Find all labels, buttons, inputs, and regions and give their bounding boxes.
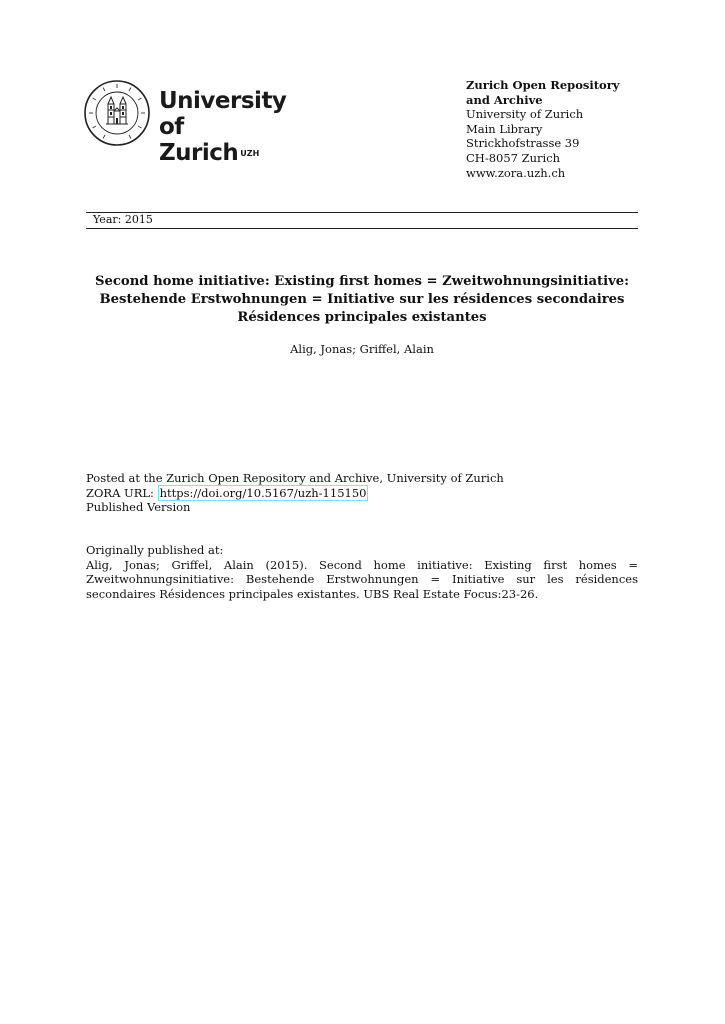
address-line: Strickhofstrasse 39 — [466, 136, 580, 151]
wordmark-line-2 — [159, 140, 304, 166]
university-wordmark — [159, 88, 304, 166]
posted-at-text: Posted at the Zurich Open Repository and Archive, University of Zurich — [86, 471, 504, 485]
original-publication — [86, 543, 638, 601]
university-logo — [84, 80, 304, 166]
repository-name: Zurich Open Repository and Archive — [466, 78, 620, 107]
zora-url-row — [86, 486, 638, 501]
title-line: Résidences principales existantes — [237, 310, 487, 325]
address-line: Main Library — [466, 121, 543, 136]
zora-url-link[interactable]: https://doi.org/10.5167/uzh-115150 — [159, 485, 367, 500]
posting-info — [86, 471, 638, 515]
publication-year: Year: 2015 — [93, 213, 153, 226]
title-line: Bestehende Erstwohnungen = Initiative sur les résidences secondaires — [99, 292, 625, 307]
wordmark-line-1: University of — [159, 88, 287, 140]
zora-url-label: ZORA URL: — [86, 485, 154, 500]
authors: Alig, Jonas; Griffel, Alain — [290, 342, 434, 356]
university-seal-icon — [84, 80, 150, 146]
address-line: University of Zurich — [466, 107, 584, 122]
title-line: Second home initiative: Existing first homes = Zweitwohnungsinitiative: — [94, 274, 630, 289]
citation-text: Alig, Jonas; Griffel, Alain (2015). Second home initiative: Existing first homes = Zweitwohnungsinitiative: Bestehende Erstwohnungen = Initiative sur les résidences secondaires Résidences principales existantes. UBS Real Estate Focus:23-26. — [86, 557, 638, 601]
wordmark-zurich: Zurich — [159, 140, 239, 166]
original-publication-heading: Originally published at: — [86, 543, 224, 557]
repository-address — [466, 78, 646, 180]
divider-bottom — [86, 228, 638, 229]
address-line: CH-8057 Zurich — [466, 150, 561, 165]
wordmark-uzh: UZH — [240, 149, 260, 158]
version-text: Published Version — [86, 500, 191, 515]
document-title — [86, 273, 638, 327]
repository-website[interactable]: www.zora.uzh.ch — [466, 165, 566, 180]
divider-top — [86, 212, 638, 213]
